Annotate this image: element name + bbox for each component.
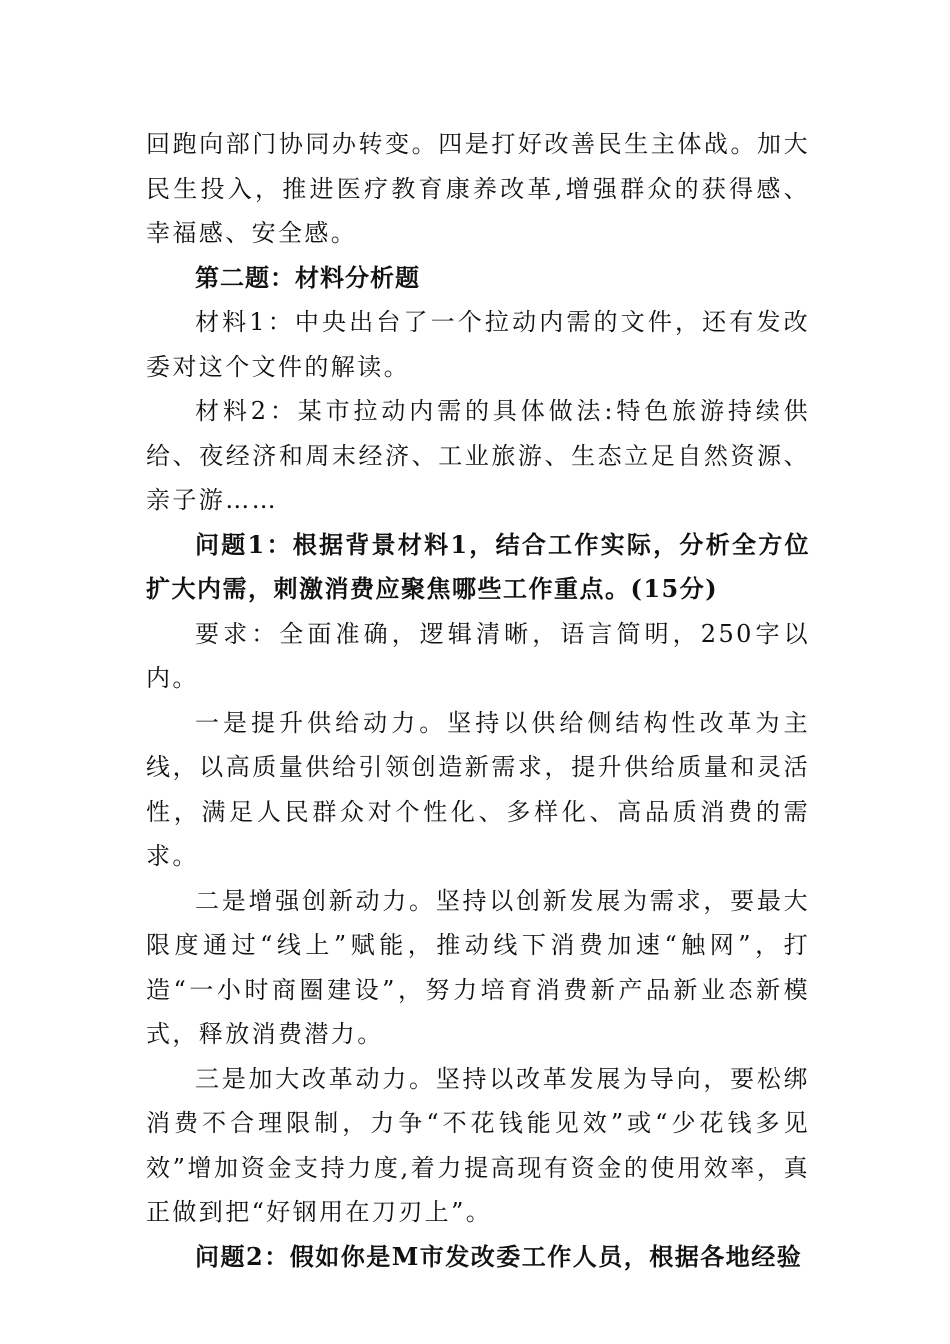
requirements: 要求：全面准确，逻辑清晰，语言简明，250字以内。 (146, 619, 810, 692)
answer-point-innovation: 二是增强创新动力。坚持以创新发展为需求，要最大限度通过“线上”赋能，推动线下消费加速“触网”，打造“一小时商圈建设”，努力培育消费新产品新业态新模式，释放消费潜力。 (146, 886, 810, 1048)
answer-point-supply: 一是提升供给动力。坚持以供给侧结构性改革为主线，以高质量供给引领创造新需求，提升供给质量和灵活性，满足人民群众对个性化、多样化、高品质消费的需求。 (146, 708, 810, 870)
question-2: 问题2：假如你是M市发改委工作人员，根据各地经验 (195, 1241, 803, 1271)
answer-point-reform: 三是加大改革动力。坚持以改革发展为导向，要松绑消费不合理限制，力争“不花钱能见效”或“少花钱多见效”增加资金支持力度,着力提高现有资金的使用效率，真正做到把“好钢用在刀刃上”。 (146, 1064, 810, 1226)
section-heading-material-analysis: 第二题：材料分析题 (195, 263, 420, 292)
paragraph-material-1: 材料1：中央出台了一个拉动内需的文件，还有发改委对这个文件的解读。 (146, 308, 810, 381)
question-1: 问题1：根据背景材料1，结合工作实际，分析全方位扩大内需，刺激消费应聚焦哪些工作重点。(15分) (146, 529, 810, 603)
paragraph-livelihood-continuation: 回跑向部门协同办转变。四是打好改善民生主体战。加大民生投入，推进医疗教育康养改革,增强群众的获得感、幸福感、安全感。 (146, 130, 810, 247)
paragraph-material-2: 材料2：某市拉动内需的具体做法:特色旅游持续供给、夜经济和周末经济、工业旅游、生态立足自然资源、亲子游…… (146, 397, 810, 514)
document-page (146, 122, 810, 1279)
